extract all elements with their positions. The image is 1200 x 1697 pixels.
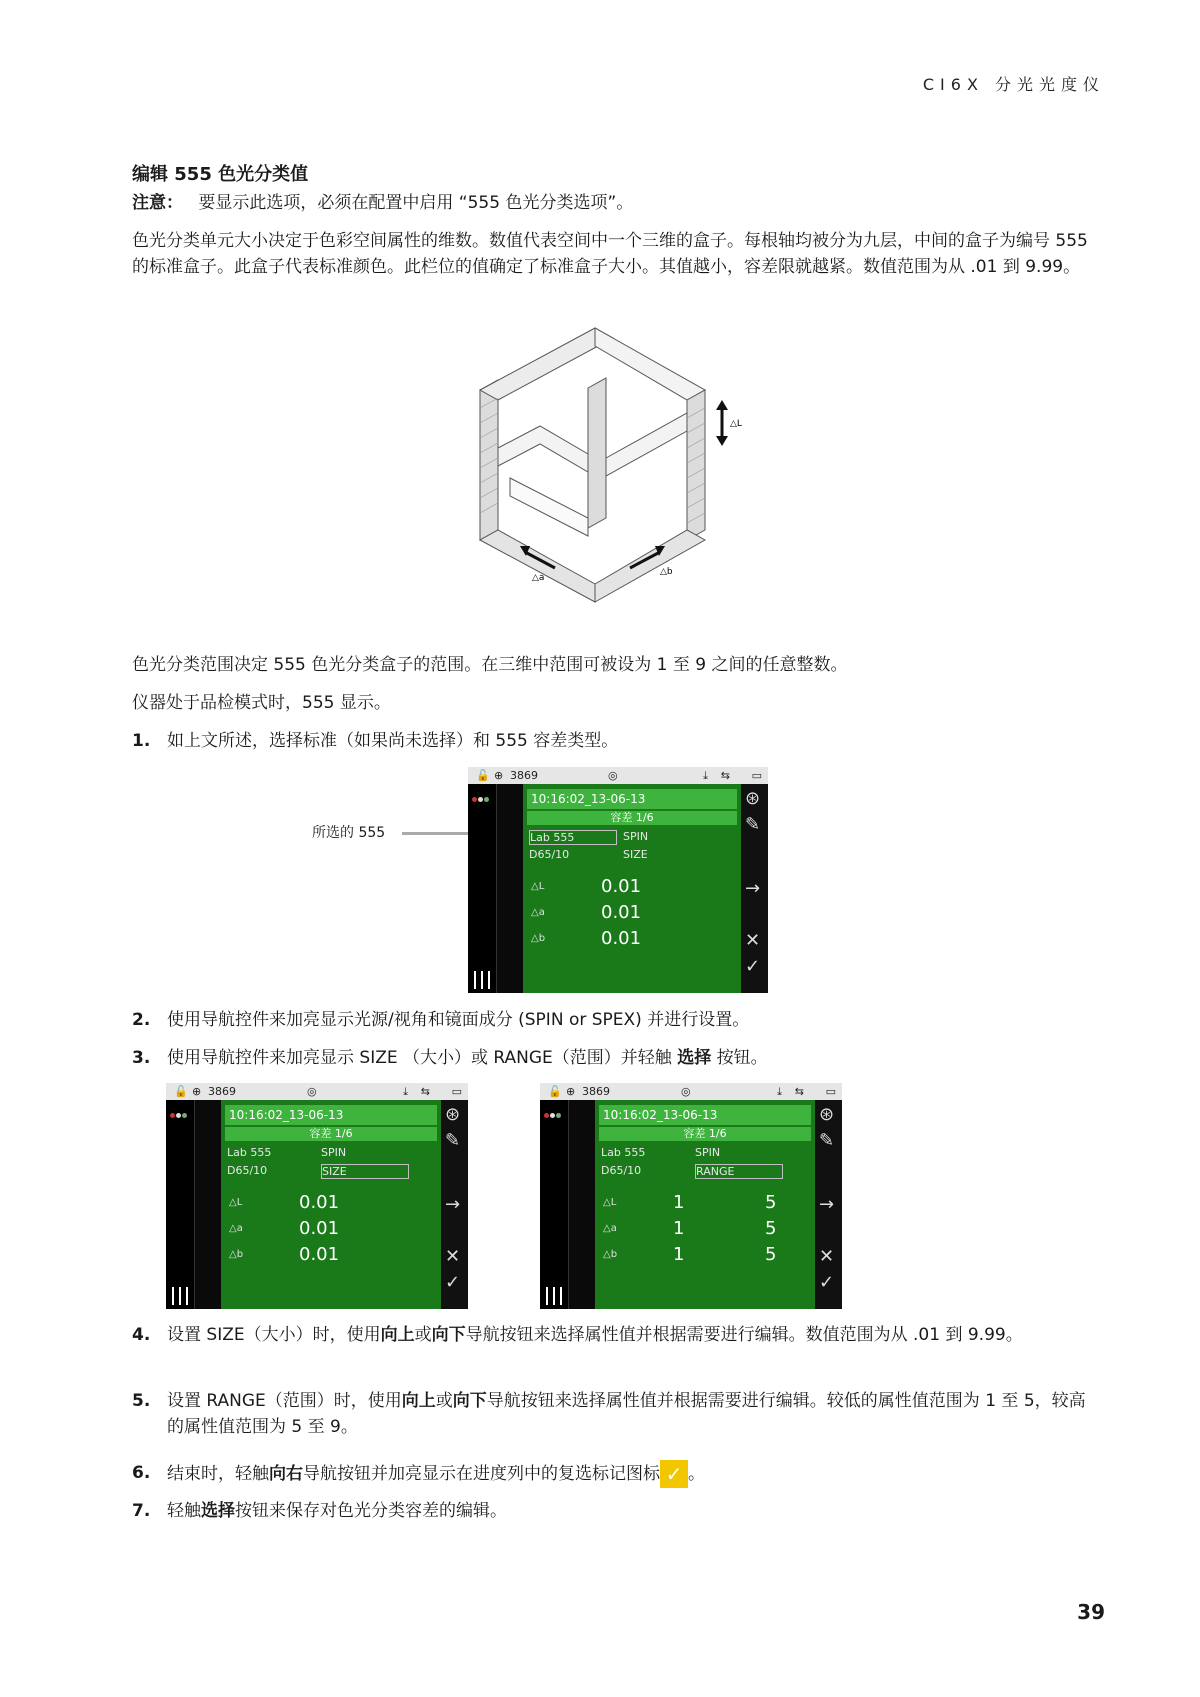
target-icon: ◎ (681, 1085, 691, 1098)
status-id: 3869 (208, 1085, 236, 1098)
target-icon[interactable]: ⊛ (819, 1104, 835, 1125)
status-bar (166, 1083, 468, 1100)
color-dots-icon (170, 1110, 188, 1121)
device-screen-2 (166, 1083, 468, 1309)
target-icon: ◎ (307, 1085, 317, 1098)
value-high[interactable]: 5 (765, 1244, 777, 1265)
battery-icon: ▭ (751, 769, 762, 782)
download-icon: ⤓ (777, 1085, 782, 1098)
usb-icon: ⇆ (420, 1085, 430, 1098)
arrow-right-icon[interactable]: → (445, 1194, 461, 1215)
tolerance-bar: 容差 1/6 (599, 1127, 811, 1141)
step-7: 7. 轻触选择按钮来保存对色光分类容差的编辑。 (132, 1501, 507, 1521)
value-low[interactable]: 0.01 (299, 1244, 340, 1265)
device-screen-3 (540, 1083, 842, 1309)
timestamp-bar: 10:16:02_13-06-13 (527, 789, 737, 809)
running-header: CI6X 分光光度仪 (922, 75, 1105, 94)
progress-column (194, 1100, 221, 1309)
close-icon[interactable]: ✕ (819, 1246, 835, 1267)
lock-icon: 🔓 (174, 1085, 188, 1098)
size-range-field[interactable]: SIZE (623, 848, 648, 861)
edit-pencil-icon[interactable]: ✎ (745, 814, 761, 835)
sliders-icon[interactable] (169, 1285, 191, 1305)
value-low[interactable]: 0.01 (299, 1192, 340, 1213)
progress-column (496, 784, 523, 993)
delta-label: △b (603, 1249, 618, 1260)
check-icon[interactable]: ✓ (445, 1272, 461, 1293)
tolerance-panel (221, 1100, 441, 1309)
step-1: 1. 如上文所述，选择标准（如果尚未选择）和 555 容差类型。 (132, 731, 619, 751)
specular-mode[interactable]: SPIN (321, 1146, 347, 1159)
device-screen-1 (468, 767, 768, 993)
specular-mode[interactable]: SPIN (623, 830, 649, 843)
right-panel (441, 1100, 468, 1309)
callout-label: 所选的 555 (312, 825, 386, 841)
paragraph-qc-mode: 仪器处于品检模式时，555 显示。 (132, 693, 391, 713)
tolerance-panel (595, 1100, 815, 1309)
value-low[interactable]: 0.01 (299, 1218, 340, 1239)
step-3: 3. 使用导航控件来加亮显示 SIZE （大小）或 RANGE（范围）并轻触 选择 按钮。 (132, 1048, 768, 1068)
step-2: 2. 使用导航控件来加亮显示光源/视角和镜面成分 (SPIN or SPEX) 并进行设置。 (132, 1010, 750, 1030)
sliders-icon[interactable] (471, 969, 493, 989)
value-low[interactable]: 1 (673, 1218, 685, 1239)
download-icon: ⤓ (703, 769, 708, 782)
tolerance-bar: 容差 1/6 (225, 1127, 437, 1141)
section-title: 编辑 555 色光分类值 (132, 164, 309, 185)
delta-label: △a (229, 1223, 243, 1234)
step-5: 5. 设置 RANGE（范围）时，使用向上或向下导航按钮来选择属性值并根据需要进行编辑。较低的属性值范围为 1 至 5，较高的属性值范围为 5 至 9。 (132, 1391, 1086, 1437)
color-box-cube-diagram (470, 318, 760, 608)
delta-label: △b (229, 1249, 244, 1260)
color-dots-icon (544, 1110, 562, 1121)
battery-icon: ▭ (451, 1085, 462, 1098)
tolerance-bar: 容差 1/6 (527, 811, 737, 825)
color-dots-icon (472, 794, 490, 805)
tolerance-type[interactable]: Lab 555 (601, 1146, 646, 1159)
status-id: 3869 (510, 769, 538, 782)
paragraph-size: 色光分类单元大小决定于色彩空间属性的维数。数值代表空间中一个三维的盒子。每根轴均被分为九层，中间的盒子为编号 555 的标准盒子。此盒子代表标准颜色。此栏位的值确定了标准盒子大小。其值越小，容差限就越紧。数值范围为从 .01 到 9.99。 (132, 231, 1088, 277)
delta-label: △L (603, 1197, 617, 1208)
value-low[interactable]: 0.01 (601, 928, 642, 949)
delta-label: △L (531, 881, 545, 892)
specular-mode[interactable]: SPIN (695, 1146, 721, 1159)
right-panel (741, 784, 768, 993)
delta-l-label: △L (730, 419, 742, 429)
value-high[interactable]: 5 (765, 1192, 777, 1213)
status-bar (468, 767, 768, 784)
note-text: 要显示此选项，必须在配置中启用 “555 色光分类选项”。 (198, 193, 634, 213)
right-panel (815, 1100, 842, 1309)
target-icon[interactable]: ⊛ (745, 788, 761, 809)
check-icon[interactable]: ✓ (745, 956, 761, 977)
target-icon: ◎ (608, 769, 618, 782)
value-high[interactable]: 5 (765, 1218, 777, 1239)
crosshair-icon: ⊕ (192, 1085, 202, 1098)
edit-pencil-icon[interactable]: ✎ (445, 1130, 461, 1151)
checkmark-icon: ✓ (660, 1460, 688, 1488)
delta-label: △a (531, 907, 545, 918)
crosshair-icon: ⊕ (494, 769, 504, 782)
delta-b-label: △b (660, 567, 673, 577)
tolerance-type[interactable]: Lab 555 (227, 1146, 272, 1159)
tolerance-type[interactable]: Lab 555 (529, 830, 617, 845)
illuminant-observer[interactable]: D65/10 (227, 1164, 268, 1177)
step-6: 6. 结束时，轻触向右导航按钮并加亮显示在进度列中的复选标记图标 ✓ 。 (132, 1462, 705, 1486)
lock-icon: 🔓 (548, 1085, 562, 1098)
download-icon: ⤓ (403, 1085, 408, 1098)
step-4: 4. 设置 SIZE（大小）时，使用向上或向下导航按钮来选择属性值并根据需要进行编辑。数值范围为从 .01 到 9.99。 (132, 1325, 1023, 1345)
usb-icon: ⇆ (720, 769, 730, 782)
close-icon[interactable]: ✕ (445, 1246, 461, 1267)
sliders-icon[interactable] (543, 1285, 565, 1305)
battery-icon: ▭ (825, 1085, 836, 1098)
delta-label: △b (531, 933, 546, 944)
progress-column (568, 1100, 595, 1309)
edit-pencil-icon[interactable]: ✎ (819, 1130, 835, 1151)
size-range-field[interactable]: SIZE (321, 1164, 409, 1179)
arrow-right-icon[interactable]: → (745, 878, 761, 899)
status-bar (540, 1083, 842, 1100)
value-low[interactable]: 0.01 (601, 876, 642, 897)
target-icon[interactable]: ⊛ (445, 1104, 461, 1125)
check-icon[interactable]: ✓ (819, 1272, 835, 1293)
note (132, 190, 1102, 216)
timestamp-bar: 10:16:02_13-06-13 (225, 1105, 437, 1125)
timestamp-bar: 10:16:02_13-06-13 (599, 1105, 811, 1125)
arrow-right-icon[interactable]: → (819, 1194, 835, 1215)
delta-label: △L (229, 1197, 243, 1208)
value-low[interactable]: 0.01 (601, 902, 642, 923)
note-label: 注意： (132, 193, 183, 213)
illuminant-observer[interactable]: D65/10 (529, 848, 570, 861)
status-id: 3869 (582, 1085, 610, 1098)
delta-label: △a (603, 1223, 617, 1234)
tolerance-panel (523, 784, 741, 993)
illuminant-observer[interactable]: D65/10 (601, 1164, 642, 1177)
left-panel (166, 1100, 194, 1309)
page-number: 39 (1077, 1600, 1105, 1624)
value-low[interactable]: 1 (673, 1192, 685, 1213)
left-panel (540, 1100, 568, 1309)
size-range-field[interactable]: RANGE (695, 1164, 783, 1179)
usb-icon: ⇆ (794, 1085, 804, 1098)
paragraph-range: 色光分类范围决定 555 色光分类盒子的范围。在三维中范围可被设为 1 至 9 之间的任意整数。 (132, 655, 848, 675)
value-low[interactable]: 1 (673, 1244, 685, 1265)
delta-a-label: △a (532, 573, 545, 583)
left-panel (468, 784, 496, 993)
close-icon[interactable]: ✕ (745, 930, 761, 951)
lock-icon: 🔓 (476, 769, 490, 782)
crosshair-icon: ⊕ (566, 1085, 576, 1098)
